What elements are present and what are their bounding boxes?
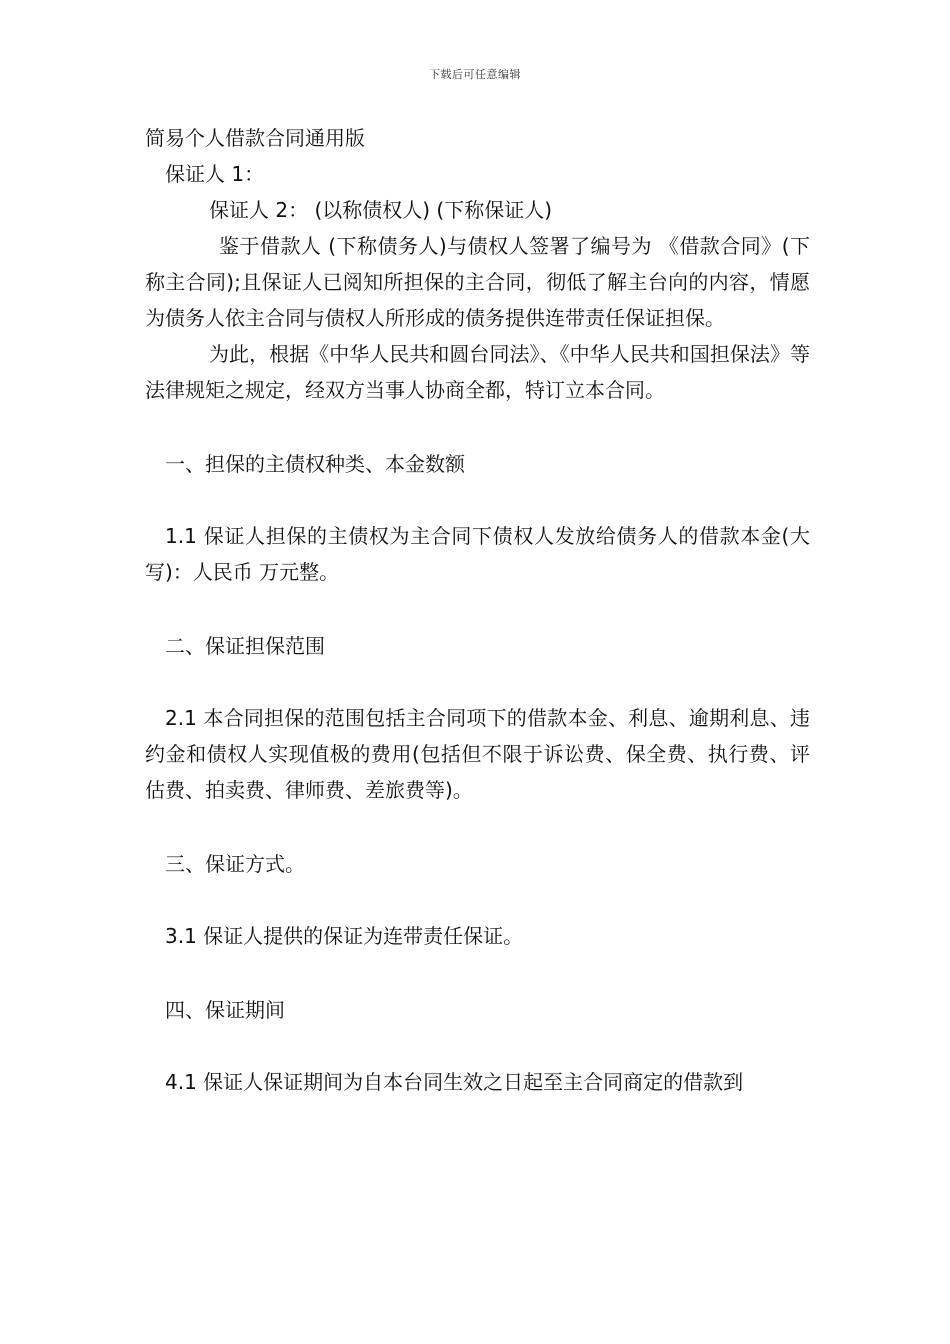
section-2-title: 二、保证担保范围 bbox=[165, 634, 325, 658]
paragraph-whereas: 鉴于借款人 (下称债务人)与债权人签署了编号为 《借款合同》(下称主合同);且保证人已阅知所担保的主合同，彻低了解主台向的内容，情愿为债务人依主合同与债权人所形成的债务提供连带责任保证担保。 bbox=[145, 234, 810, 330]
clause-4-1: 4.1 保证人保证期间为自本台同生效之日起至主合同商定的借款到 bbox=[165, 1070, 744, 1094]
paragraph-basis: 为此，根据《中华人民共和圆台同法》、《中华人民共和国担保法》等法律规矩之规定，经双方当事人协商全都，特订立本合同。 bbox=[145, 342, 810, 402]
section-1-title: 一、担保的主债权种类、本金数额 bbox=[165, 452, 465, 476]
clause-2-1: 2.1 本合同担保的范围包括主合同项下的借款本金、利息、逾期利息、违约金和债权人实现值极的费用(包括但不限于诉讼费、保全费、执行费、评估费、拍卖费、律师费、差旅费等)。 bbox=[145, 706, 810, 802]
section-3-title: 三、保证方式。 bbox=[165, 852, 305, 876]
section-4-title: 四、保证期间 bbox=[165, 998, 285, 1022]
header-note: 下载后可任意编辑 bbox=[429, 68, 521, 81]
document-title: 简易个人借款合同通用版 bbox=[145, 126, 365, 150]
clause-1-1: 1.1 保证人担保的主债权为主合同下债权人发放给债务人的借款本金(大写)：人民币 万元整。 bbox=[145, 524, 810, 584]
guarantor-2-line: 保证人 2： (以称债权人) (下称保证人) bbox=[209, 198, 553, 222]
clause-3-1: 3.1 保证人提供的保证为连带责任保证。 bbox=[165, 924, 524, 948]
guarantor-1-line: 保证人 1： bbox=[165, 162, 265, 186]
document-body bbox=[145, 120, 810, 1100]
